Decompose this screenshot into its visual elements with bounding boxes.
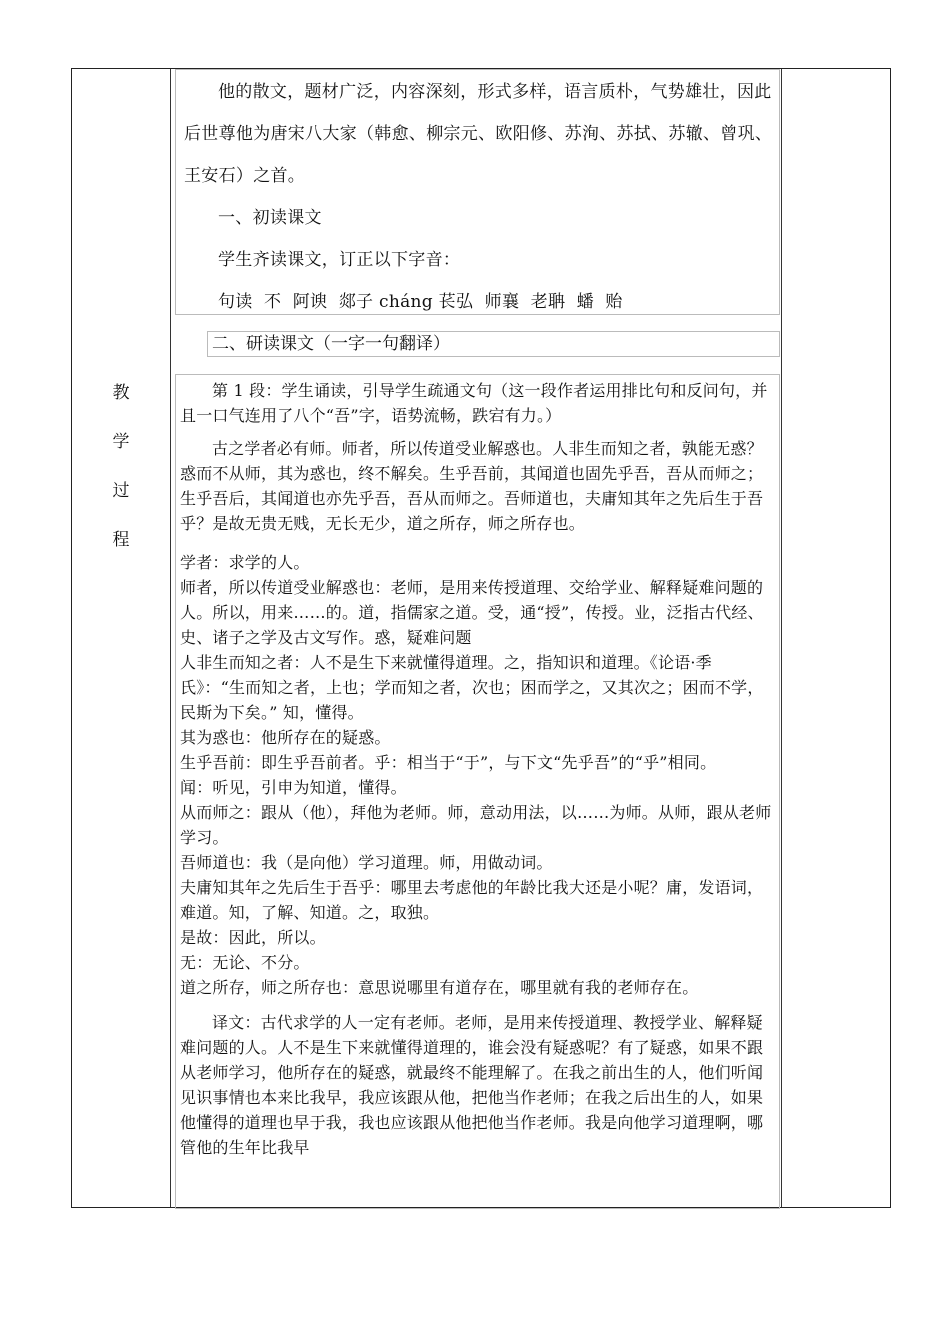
note-item: 无：无论、不分。 xyxy=(180,953,310,972)
label-char: 学 xyxy=(112,432,130,452)
section-heading-first-reading: 一、初读课文 xyxy=(218,208,322,228)
note-item: 是故：因此，所以。 xyxy=(180,928,326,947)
intro-block xyxy=(175,69,780,315)
note-item: 师者，所以传道受业解惑也：老师，是用来传授道理、交给学业、解释疑难问题的人。所以，用来……的。道，指儒家之道。受，通“授”，传授。业，泛指古代经、史、诸子之学及古文写作。惑，疑难问题 xyxy=(180,578,764,647)
note-item: 闻：听见，引申为知道，懂得。 xyxy=(180,778,407,797)
note-item: 生乎吾前：即生乎吾前者。乎：相当于“于”，与下文“先乎吾”的“乎”相同。 xyxy=(180,753,717,772)
pronunciation-list: 句读 不 阿谀 郯子 cháng 苌弘 师襄 老聃 蟠 贻 xyxy=(218,292,623,312)
column-divider-right xyxy=(781,69,782,1207)
reading-instruction: 学生齐读课文，订正以下字音： xyxy=(218,250,461,270)
note-item: 吾师道也：我（是向他）学习道理。师，用做动词。 xyxy=(180,853,553,872)
section-heading-study: 二、研读课文（一字一句翻译） xyxy=(207,331,780,357)
note-item: 从而师之：跟从（他），拜他为老师。师，意动用法，以……为师。从师，跟从老师学习。 xyxy=(180,803,772,847)
paragraph-intro: 第 1 段：学生诵读，引导学生疏通文句（这一段作者运用排比句和反问句，并且一口气连用了八个“吾”字，语势流畅，跌宕有力。） xyxy=(180,381,768,425)
label-char: 程 xyxy=(112,530,130,550)
note-item: 道之所存，师之所存也：意思说哪里有道存在，哪里就有我的老师存在。 xyxy=(180,978,699,997)
note-item: 人非生而知之者：人不是生下来就懂得道理。之，指知识和道理。《论语·季氏》：“生而知之者，上也；学而知之者，次也；困而学之，又其次之；困而不学，民斯为下矣。” 知，懂得。 xyxy=(180,653,764,722)
column-divider-left xyxy=(170,69,171,1207)
note-item: 其为惑也：他所存在的疑惑。 xyxy=(180,728,391,747)
section-label-teaching-process xyxy=(72,369,170,565)
notes-list xyxy=(180,550,775,1000)
label-char: 过 xyxy=(112,481,130,501)
note-item: 夫庸知其年之先后生于吾乎：哪里去考虑他的年龄比我大还是小呢？庸，发语词，难道。知，了解、知道。之，取独。 xyxy=(180,878,764,922)
paragraph-study-block xyxy=(175,374,780,1209)
translation-text: 译文：古代求学的人一定有老师。老师，是用来传授道理、教授学业、解释疑难问题的人。人不是生下来就懂得道理的，谁会没有疑惑呢？有了疑惑，如果不跟从老师学习，他所存在的疑惑，就最终不能理解了。在我之前出生的人，他们听闻见识事情也本来比我早，我应该跟从他，把他当作老师；在我之后出生的人，如果他懂得的道理也早于我，我也应该跟从他把他当作老师。我是向他学习道理啊，哪管他的生年比我早 xyxy=(180,1013,764,1157)
note-item: 学者：求学的人。 xyxy=(180,553,310,572)
intro-paragraph: 他的散文，题材广泛，内容深刻，形式多样，语言质朴，气势雄壮，因此后世尊他为唐宋八大家（韩愈、柳宗元、欧阳修、苏洵、苏拭、苏辙、曾巩、王安石）之首。 xyxy=(184,82,773,186)
original-text: 古之学者必有师。师者，所以传道受业解惑也。人非生而知之者，孰能无惑？惑而不从师，其为惑也，终不解矣。生乎吾前，其闻道也固先乎吾，吾从而师之；生乎吾后，其闻道也亦先乎吾，吾从而师之。吾师道也，夫庸知其年之先后生于吾乎？是故无贵无贱，无长无少，道之所存，师之所存也。 xyxy=(180,439,764,533)
lesson-table xyxy=(71,68,891,1208)
label-char: 教 xyxy=(112,383,130,403)
